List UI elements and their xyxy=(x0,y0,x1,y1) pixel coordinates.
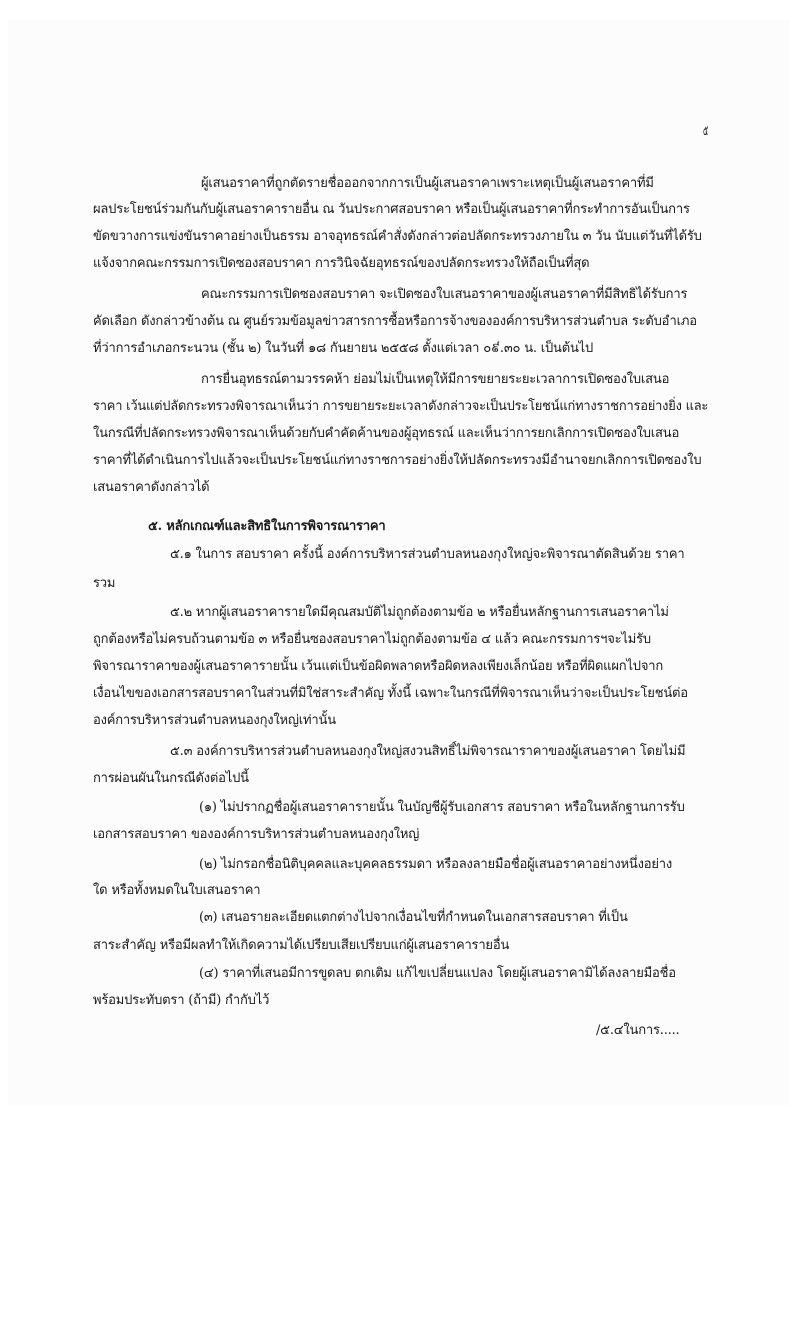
item-4-line-1: (๔) ราคาที่เสนอมีการขูดลบ ตกเติม แก้ไขเปลี่ยนแปลง โดยผู้เสนอราคามิได้ลงลายมือชื่อ xyxy=(199,966,676,981)
paragraph-3-line-3: ในกรณีที่ปลัดกระทรวงพิจารณาเห็นด้วยกับคำคัดค้านของผู้อุทธรณ์ และเห็นว่าการยกเลิกการเปิดซองใบเสนอ xyxy=(93,426,680,441)
clause-5-3-line-1: ๕.๓ องค์การบริหารส่วนตำบลหนองกุงใหญ่สงวนสิทธิ์ไม่พิจารณาราคาของผู้เสนอราคา โดยไม่มี xyxy=(170,744,686,759)
paragraph-3-line-4: ราคาที่ได้ดำเนินการไปแล้วจะเป็นประโยชน์แก่ทางราชการอย่างยิ่งให้ปลัดกระทรวงมีอำนาจยกเลิกการเปิดซองใบ xyxy=(93,453,702,468)
clause-5-1-line-2: รวม xyxy=(93,576,116,591)
paragraph-3-line-1: การยื่นอุทธรณ์ตามวรรคห้า ย่อมไม่เป็นเหตุให้มีการขยายระยะเวลาการเปิดซองใบเสนอ xyxy=(201,372,670,387)
clause-5-2-line-1: ๕.๒ หากผู้เสนอราคารายใดมีคุณสมบัติไม่ถูกต้องตามข้อ ๒ หรือยื่นหลักฐานการเสนอราคาไม่ xyxy=(170,605,669,620)
clause-5-2-line-5: องค์การบริหารส่วนตำบลหนองกุงใหญ่เท่านั้น xyxy=(93,713,336,728)
paragraph-2-line-3: ที่ว่าการอำเภอกระนวน (ชั้น ๒) ในวันที่ ๑๘ กันยายน ๒๕๕๘ ตั้งแต่เวลา ๐៩.๓๐ น. เป็นต้นไป xyxy=(93,341,594,356)
paragraph-2-line-1: คณะกรรมการเปิดซองสอบราคา จะเปิดซองใบเสนอราคาของผู้เสนอราคาที่มีสิทธิได้รับการ xyxy=(201,287,688,302)
paragraph-3-line-2: ราคา เว้นแต่ปลัดกระทรวงพิจารณาเห็นว่า การขยายระยะเวลาดังกล่าวจะเป็นประโยชน์แก่ทางราชการอย่างยิ่ง และ xyxy=(93,399,709,414)
item-2-line-2: ใด หรือทั้งหมดในใบเสนอราคา xyxy=(93,883,261,898)
clause-5-2-line-4: เงื่อนไขของเอกสารสอบราคาในส่วนที่มิใช่สาระสำคัญ ทั้งนี้ เฉพาะในกรณีที่พิจารณาเห็นว่าจะเป็นประโยชน์ต่อ xyxy=(93,686,688,701)
item-3-line-2: สาระสำคัญ หรือมีผลทำให้เกิดความได้เปรียบเสียเปรียบแก่ผู้เสนอราคารายอื่น xyxy=(93,938,510,953)
page-number: ๕ xyxy=(703,123,709,139)
paragraph-1-line-4: แจ้งจากคณะกรรมการเปิดซองสอบราคา การวินิจฉัยอุทธรณ์ของปลัดกระทรวงให้ถือเป็นที่สุด xyxy=(93,256,590,271)
clause-5-3-line-2: การผ่อนผันในกรณีดังต่อไปนี้ xyxy=(93,771,249,786)
paragraph-3-line-5: เสนอราคาดังกล่าวได้ xyxy=(93,480,210,495)
item-1-line-2: เอกสารสอบราคา ขององค์การบริหารส่วนตำบลหนองกุงใหญ่ xyxy=(93,827,420,842)
clause-5-2-line-2: ถูกต้องหรือไม่ครบถ้วนตามข้อ ๓ หรือยื่นซองสอบราคาไม่ถูกต้องตามข้อ ๔ แล้ว คณะกรรมการฯจะไม่รับ xyxy=(93,632,651,647)
section-5-heading: ๕. หลักเกณฑ์และสิทธิในการพิจารณาราคา xyxy=(148,519,386,534)
clause-5-2-line-3: พิจารณาราคาของผู้เสนอราคารายนั้น เว้นแต่เป็นข้อผิดพลาดหรือผิดหลงเพียงเล็กน้อย หรือที่ผิดแผกไปจาก xyxy=(93,659,664,674)
item-2-line-1: (๒) ไม่กรอกชื่อนิติบุคคลและบุคคลธรรมดา หรือลงลายมือชื่อผู้เสนอราคาอย่างหนึ่งอย่าง xyxy=(199,857,673,872)
item-1-line-1: (๑) ไม่ปรากฏชื่อผู้เสนอราคารายนั้น ในบัญชีผู้รับเอกสาร สอบราคา หรือในหลักฐานการรับ xyxy=(199,800,685,815)
paragraph-2-line-2: คัดเลือก ดังกล่าวข้างต้น ณ ศูนย์รวมข้อมูลข่าวสารการซื้อหรือการจ้างขององค์การบริหารส่วนตำบล ระดับอำเภอ xyxy=(93,314,697,329)
item-4-line-2: พร้อมประทับตรา (ถ้ามี) กำกับไว้ xyxy=(93,993,270,1008)
item-3-line-1: (๓) เสนอรายละเอียดแตกต่างไปจากเงื่อนไขที่กำหนดในเอกสารสอบราคา ที่เป็น xyxy=(199,910,628,925)
paragraph-1-line-1: ผู้เสนอราคาที่ถูกตัดรายชื่อออกจากการเป็นผู้เสนอราคาเพราะเหตุเป็นผู้เสนอราคาที่มี xyxy=(201,176,654,191)
paragraph-1-line-2: ผลประโยชน์ร่วมกันกับผู้เสนอราคารายอื่น ณ วันประกาศสอบราคา หรือเป็นผู้เสนอราคาที่กระทำการอันเป็นการ xyxy=(93,202,690,217)
clause-5-1-line-1: ๕.๑ ในการ สอบราคา ครั้งนี้ องค์การบริหารส่วนตำบลหนองกุงใหญ่จะพิจารณาตัดสินด้วย ราคา xyxy=(170,547,685,562)
paragraph-1-line-3: ขัดขวางการแข่งขันราคาอย่างเป็นธรรม อาจอุทธรณ์คำสั่งดังกล่าวต่อปลัดกระทรวงภายใน ๓ วัน นับแต่วันที่ได้รับ xyxy=(93,229,702,244)
continuation-note: /๕.๔ในการ..... xyxy=(596,1023,680,1038)
